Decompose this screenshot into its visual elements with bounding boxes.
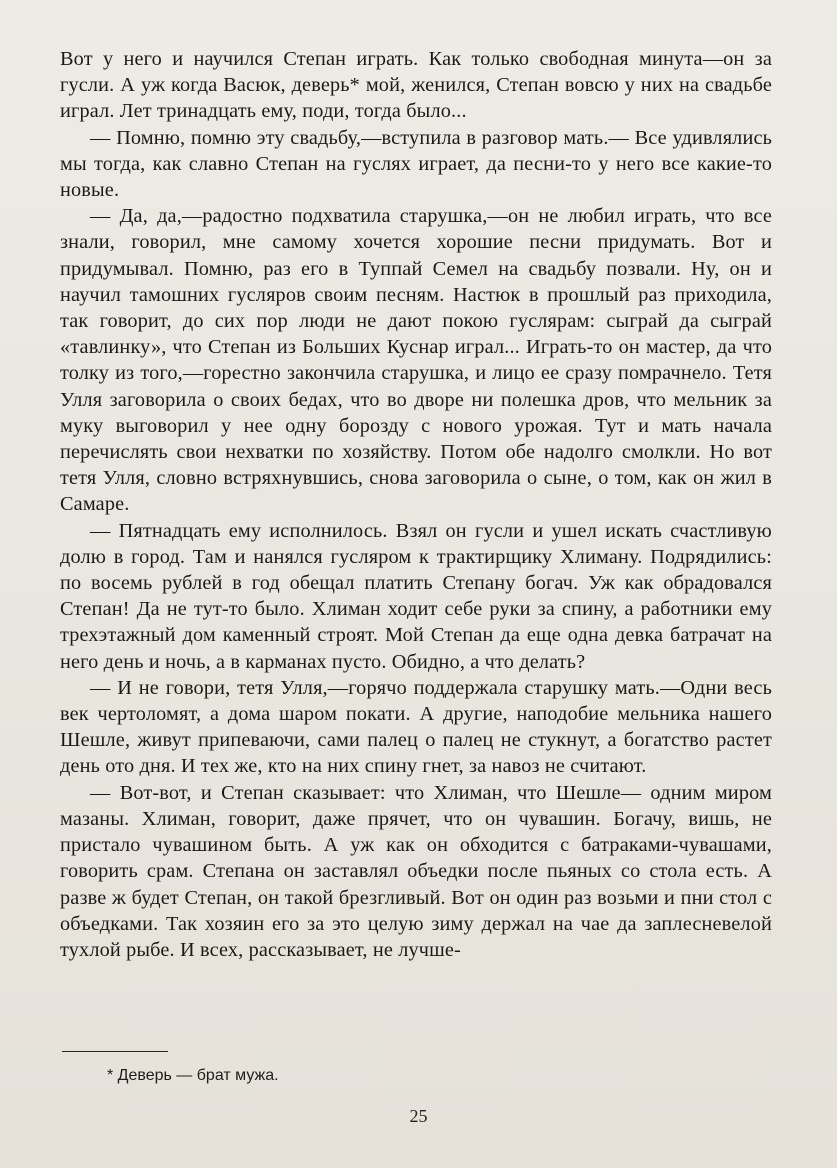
paragraph-3: — Да, да,—радостно подхватила старушка,—он не любил играть, что все знали, говорил, мне самому хочется хорошие песни придумать. Вот и придумывал. Помню, раз его в Туппай Семел на свадьбу позвали. Ну, он и научил тамошних гусляров своим песням. Настюк в прошлый раз приходила, так говорит, до сих пор люди не дают покою гуслярам: сыграй да сыграй «тавлинку», что Степан из Больших Куснар играл... Играть-то он мастер, да что толку из того,—горестно закончила старушка, и лицо ее сразу помрачнело. Тетя Улля заговорила о своих бедах, что во дворе ни полешка дров, что мельник за муку выговорил у нее одну борозду с нового урожая. Тут и мать начала перечислять свои нехватки по хозяйству. Потом обе надолго смолкли. Но вот тетя Улля, словно встряхнувшись, снова заговорила о сыне, о том, как он жил в Самаре. <box>60 205 772 516</box>
main-text <box>60 46 772 963</box>
page-number: 25 <box>409 1106 428 1126</box>
footnote-divider <box>62 1051 168 1052</box>
paragraph-6: — Вот-вот, и Степан сказывает: что Хлиман, что Шешле— одним миром мазаны. Хлиман, говорит, даже прячет, что он чувашин. Богачу, вишь, не пристало чувашином быть. А уж как он обходится с батраками-чувашами, говорить срам. Степана он заставлял объедки после пьяных со стола есть. А разве ж будет Степан, он такой брезгливый. Вот он один раз возьми и пни стол с объедками. Так хозяин его за это целую зиму держал на чае да заплесневелой тухлой рыбе. И всех, рассказывает, не лучше- <box>60 781 772 961</box>
paragraph-5: — И не говори, тетя Улля,—горячо поддержала старушку мать.—Одни весь век чертоломят, а дома шаром покати. А другие, наподобие мельника нашего Шешле, живут припеваючи, сами палец о палец не стукнут, а богатство растет день ото дня. И тех же, кто на них спину гнет, за навоз не считают. <box>60 676 772 778</box>
paragraph-4: — Пятнадцать ему исполнилось. Взял он гусли и ушел искать счастливую долю в город. Там и нанялся гусляром к трактирщику Хлиману. Подрядились: по восемь рублей в год обещал платить Степану богач. Уж как обрадовался Степан! Да не тут-то было. Хлиман ходит себе руки за спину, а работники ему трехэтажный дом каменный строят. Мой Степан да еще одна девка батрачат на него день и ночь, а в карманах пусто. Обидно, а что делать? <box>60 519 772 673</box>
paragraph-2: — Помню, помню эту свадьбу,—вступила в разговор мать.— Все удивлялись мы тогда, как славно Степан на гуслях играет, да песни-то у него все какие-то новые. <box>60 126 772 202</box>
paragraph-1: Вот у него и научился Степан играть. Как только свободная минута—он за гусли. А уж когда Васюк, деверь* мой, женился, Степан вовсю у них на свадьбе играл. Лет тринадцать ему, поди, тогда было... <box>60 48 772 123</box>
footnote: * Деверь — брат мужа. <box>107 1067 279 1084</box>
